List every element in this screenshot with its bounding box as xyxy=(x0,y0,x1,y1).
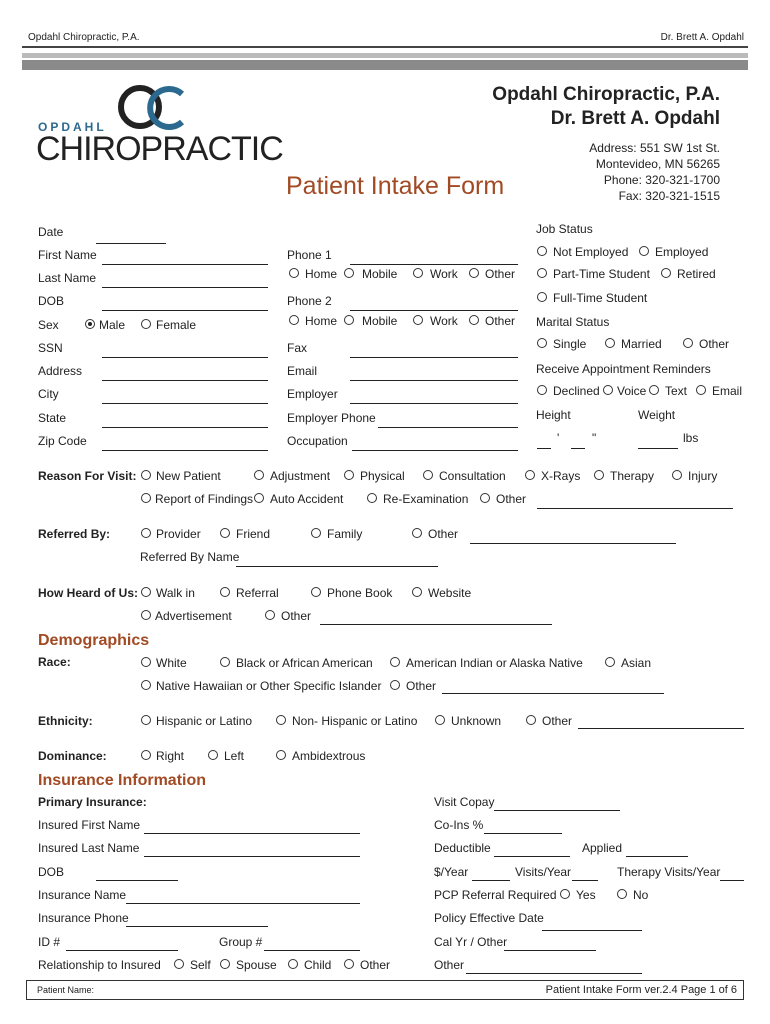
reason-new-patient-radio[interactable] xyxy=(141,470,151,480)
reason-auto-label: Auto Accident xyxy=(270,492,344,506)
ssn-label: SSN xyxy=(38,341,63,355)
address-label: Address xyxy=(38,364,83,378)
reason-auto-radio[interactable] xyxy=(254,493,264,503)
logo-small-text: OPDAHL xyxy=(38,120,107,134)
dominance-ambi-label: Ambidextrous xyxy=(292,749,366,763)
sex-label: Sex xyxy=(38,318,59,332)
marital-status-label: Marital Status xyxy=(536,315,610,329)
insured-last-field[interactable] xyxy=(144,856,360,857)
id-label: ID # xyxy=(38,935,61,949)
inches-mark: " xyxy=(592,431,597,445)
ins-dob-field[interactable] xyxy=(96,880,178,881)
heard-walkin-radio[interactable] xyxy=(141,587,151,597)
insurance-name-label: Insurance Name xyxy=(38,888,127,902)
insurance-phone-label: Insurance Phone xyxy=(38,911,129,925)
dob-field[interactable] xyxy=(102,310,268,311)
heard-ad-radio[interactable] xyxy=(141,610,151,620)
header-rule xyxy=(22,53,748,58)
reason-consultation-radio[interactable] xyxy=(423,470,433,480)
phone2-mobile-radio[interactable] xyxy=(344,315,354,325)
retired-label: Retired xyxy=(677,267,716,281)
referred-family-radio[interactable] xyxy=(311,528,321,538)
heard-other-label: Other xyxy=(281,609,312,623)
reason-other-label: Other xyxy=(496,492,527,506)
sex-male-radio[interactable] xyxy=(85,319,95,329)
race-native-radio[interactable] xyxy=(390,657,400,667)
primary-insurance-label: Primary Insurance: xyxy=(38,795,147,809)
applied-label: Applied xyxy=(582,841,623,855)
employer-phone-label: Employer Phone xyxy=(287,411,376,425)
height-feet-field[interactable] xyxy=(537,448,551,449)
reminder-email-label: Email xyxy=(712,384,743,398)
insured-last-label: Insured Last Name xyxy=(38,841,140,855)
city-field[interactable] xyxy=(102,403,268,404)
married-label: Married xyxy=(621,337,662,351)
dominance-ambi-radio[interactable] xyxy=(276,750,286,760)
reason-reexam-label: Re-Examination xyxy=(383,492,469,506)
relationship-label: Relationship to Insured xyxy=(38,958,161,972)
coins-label: Co-Ins % xyxy=(434,818,484,832)
last-name-label: Last Name xyxy=(38,271,97,285)
copay-field[interactable] xyxy=(494,810,620,811)
phone1-label: Phone 1 xyxy=(287,248,332,262)
relationship-self-radio[interactable] xyxy=(174,959,184,969)
reason-label: Reason For Visit: xyxy=(38,469,137,483)
applied-field[interactable] xyxy=(626,856,688,857)
relationship-other-radio[interactable] xyxy=(344,959,354,969)
referred-other-radio[interactable] xyxy=(412,528,422,538)
employer-field[interactable] xyxy=(350,403,518,404)
employed-radio[interactable] xyxy=(639,246,649,256)
relationship-other-label: Other xyxy=(360,958,391,972)
part-time-label: Part-Time Student xyxy=(553,267,650,281)
phone1-home-radio[interactable] xyxy=(289,268,299,278)
retired-radio[interactable] xyxy=(661,268,671,278)
reason-consultation-label: Consultation xyxy=(439,469,506,483)
phone1-other-radio[interactable] xyxy=(469,268,479,278)
race-asian-label: Asian xyxy=(621,656,652,670)
ssn-field[interactable] xyxy=(102,357,268,358)
page-indicator: Patient Intake Form ver.2.4 Page 1 of 6 xyxy=(545,984,737,996)
referred-name-label: Referred By Name xyxy=(140,550,240,564)
phone1-work-radio[interactable] xyxy=(413,268,423,278)
ethnicity-hispanic-label: Hispanic or Latino xyxy=(156,714,253,728)
state-field[interactable] xyxy=(102,427,268,428)
referred-label: Referred By: xyxy=(38,527,111,541)
pcp-label: PCP Referral Required xyxy=(434,888,557,902)
race-other-radio[interactable] xyxy=(390,680,400,690)
full-time-label: Full-Time Student xyxy=(553,291,648,305)
phone2-field[interactable] xyxy=(350,310,518,311)
sex-female-radio[interactable] xyxy=(141,319,151,329)
insured-first-label: Insured First Name xyxy=(38,818,141,832)
state-label: State xyxy=(38,411,67,425)
height-label: Height xyxy=(536,408,571,422)
heard-referral-radio[interactable] xyxy=(220,587,230,597)
part-time-radio[interactable] xyxy=(537,268,547,278)
fax-label: Fax xyxy=(287,341,308,355)
referred-provider-label: Provider xyxy=(156,527,201,541)
insured-first-field[interactable] xyxy=(144,833,360,834)
email-field[interactable] xyxy=(350,380,518,381)
ethnicity-unknown-label: Unknown xyxy=(451,714,502,728)
ins-other-field[interactable] xyxy=(466,973,642,974)
phone2-mobile-label: Mobile xyxy=(362,314,398,328)
dob-label: DOB xyxy=(38,294,65,308)
calyr-field[interactable] xyxy=(504,950,596,951)
relationship-spouse-radio[interactable] xyxy=(220,959,230,969)
heard-referral-label: Referral xyxy=(236,586,279,600)
heard-label: How Heard of Us: xyxy=(38,586,139,600)
text-radio[interactable] xyxy=(649,385,659,395)
city-label: City xyxy=(38,387,59,401)
race-asian-radio[interactable] xyxy=(605,657,615,667)
ethnicity-other-label: Other xyxy=(542,714,573,728)
declined-label: Declined xyxy=(553,384,600,398)
phone2-work-radio[interactable] xyxy=(413,315,423,325)
single-radio[interactable] xyxy=(537,338,547,348)
date-label: Date xyxy=(38,225,64,239)
not-employed-radio[interactable] xyxy=(537,246,547,256)
employer-phone-field[interactable] xyxy=(378,427,518,428)
referred-friend-label: Friend xyxy=(236,527,271,541)
copay-label: Visit Copay xyxy=(434,795,495,809)
insurance-name-field[interactable] xyxy=(126,903,360,904)
race-label: Race: xyxy=(38,655,71,669)
group-field[interactable] xyxy=(264,950,360,951)
ethnicity-unknown-radio[interactable] xyxy=(435,715,445,725)
insurance-phone-field[interactable] xyxy=(126,926,268,927)
reason-physical-radio[interactable] xyxy=(344,470,354,480)
reason-other-field[interactable] xyxy=(537,508,733,509)
header-left: Opdahl Chiropractic, P.A. xyxy=(28,32,140,43)
voice-radio[interactable] xyxy=(603,385,613,395)
year-label: $/Year xyxy=(434,865,469,879)
reason-other-radio[interactable] xyxy=(480,493,490,503)
therapy-visits-label: Therapy Visits/Year xyxy=(617,865,721,879)
clinic-name: Opdahl Chiropractic, P.A. xyxy=(492,84,720,105)
patient-name-label: Patient Name: xyxy=(37,985,95,995)
reason-injury-label: Injury xyxy=(688,469,718,483)
reason-physical-label: Physical xyxy=(360,469,405,483)
height-inches-field[interactable] xyxy=(571,448,585,449)
relationship-self-label: Self xyxy=(190,958,211,972)
marital-other-label: Other xyxy=(699,337,730,351)
therapy-visits-field[interactable] xyxy=(720,880,744,881)
ethnicity-nonhispanic-label: Non- Hispanic or Latino xyxy=(292,714,418,728)
form-title: Patient Intake Form xyxy=(286,172,505,200)
sex-female-label: Female xyxy=(156,318,197,332)
phone1-mobile-label: Mobile xyxy=(362,267,398,281)
relationship-child-radio[interactable] xyxy=(288,959,298,969)
ethnicity-other-radio[interactable] xyxy=(526,715,536,725)
demographics-heading: Demographics xyxy=(38,632,150,649)
ethnicity-other-field[interactable] xyxy=(578,728,744,729)
visits-label: Visits/Year xyxy=(515,865,572,879)
occupation-field[interactable] xyxy=(352,450,518,451)
ethnicity-hispanic-radio[interactable] xyxy=(141,715,151,725)
dominance-left-label: Left xyxy=(224,749,245,763)
reason-xrays-radio[interactable] xyxy=(525,470,535,480)
declined-radio[interactable] xyxy=(537,385,547,395)
referred-name-field[interactable] xyxy=(236,566,438,567)
id-field[interactable] xyxy=(66,950,178,951)
first-name-field[interactable] xyxy=(102,264,268,265)
deductible-field[interactable] xyxy=(494,856,570,857)
race-black-label: Black or African American xyxy=(236,656,373,670)
ethnicity-nonhispanic-radio[interactable] xyxy=(276,715,286,725)
reason-adjustment-label: Adjustment xyxy=(270,469,331,483)
insurance-heading: Insurance Information xyxy=(38,772,207,789)
first-name-label: First Name xyxy=(38,248,97,262)
voice-label: Voice xyxy=(617,384,647,398)
married-radio[interactable] xyxy=(605,338,615,348)
job-status-label: Job Status xyxy=(536,222,593,236)
footer-bar xyxy=(26,980,744,1000)
reason-injury-radio[interactable] xyxy=(672,470,682,480)
heard-other-radio[interactable] xyxy=(265,610,275,620)
email-label: Email xyxy=(287,364,318,378)
pcp-no-label: No xyxy=(633,888,649,902)
marital-other-radio[interactable] xyxy=(683,338,693,348)
dominance-right-radio[interactable] xyxy=(141,750,151,760)
reason-adjustment-radio[interactable] xyxy=(254,470,264,480)
dominance-right-label: Right xyxy=(156,749,185,763)
header-rule xyxy=(22,46,748,48)
race-other-field[interactable] xyxy=(442,693,664,694)
race-other-label: Other xyxy=(406,679,437,693)
group-label: Group # xyxy=(219,935,263,949)
relationship-spouse-label: Spouse xyxy=(236,958,277,972)
calyr-label: Cal Yr / Other xyxy=(434,935,508,949)
weight-field[interactable] xyxy=(638,448,678,449)
doctor-name: Dr. Brett A. Opdahl xyxy=(550,108,720,129)
phone2-home-label: Home xyxy=(305,314,338,328)
phone2-label: Phone 2 xyxy=(287,294,332,308)
reason-reexam-radio[interactable] xyxy=(367,493,377,503)
oc-logo-mark xyxy=(116,82,188,132)
text-label: Text xyxy=(665,384,688,398)
date-field[interactable] xyxy=(96,243,166,244)
heard-website-radio[interactable] xyxy=(412,587,422,597)
reason-report-label: Report of Findings xyxy=(155,492,254,506)
dominance-left-radio[interactable] xyxy=(208,750,218,760)
phone1-mobile-radio[interactable] xyxy=(344,268,354,278)
heard-phonebook-radio[interactable] xyxy=(311,587,321,597)
phone1-home-label: Home xyxy=(305,267,338,281)
employed-label: Employed xyxy=(655,245,709,259)
clinic-address: Address: 551 SW 1st St. xyxy=(589,141,720,155)
race-white-label: White xyxy=(156,656,187,670)
clinic-city: Montevideo, MN 56265 xyxy=(595,157,720,171)
phone2-other-label: Other xyxy=(485,314,516,328)
policy-field[interactable] xyxy=(542,930,642,931)
pcp-yes-radio[interactable] xyxy=(560,889,570,899)
race-native-label: American Indian or Alaska Native xyxy=(406,656,583,670)
pcp-yes-label: Yes xyxy=(576,888,596,902)
reason-therapy-radio[interactable] xyxy=(594,470,604,480)
ethnicity-label: Ethnicity: xyxy=(38,714,93,728)
referred-other-label: Other xyxy=(428,527,459,541)
referred-other-field[interactable] xyxy=(470,543,676,544)
occupation-label: Occupation xyxy=(287,434,348,448)
phone2-work-label: Work xyxy=(430,314,458,328)
policy-label: Policy Effective Date xyxy=(434,911,544,925)
reminder-email-radio[interactable] xyxy=(696,385,706,395)
referred-friend-radio[interactable] xyxy=(220,528,230,538)
relationship-child-label: Child xyxy=(304,958,332,972)
referred-provider-radio[interactable] xyxy=(141,528,151,538)
deductible-label: Deductible xyxy=(434,841,491,855)
not-employed-label: Not Employed xyxy=(553,245,629,259)
dominance-label: Dominance: xyxy=(38,749,107,763)
pcp-no-radio[interactable] xyxy=(617,889,627,899)
race-hawaiian-radio[interactable] xyxy=(141,680,151,690)
year-field[interactable] xyxy=(472,880,510,881)
reason-new-patient-label: New Patient xyxy=(156,469,221,483)
logo-big-text: CHIROPRACTIC xyxy=(36,130,283,168)
last-name-field[interactable] xyxy=(102,287,268,288)
clinic-fax: Fax: 320-321-1515 xyxy=(618,189,720,203)
clinic-phone: Phone: 320-321-1700 xyxy=(603,173,720,187)
heard-other-field[interactable] xyxy=(320,624,552,625)
address-field[interactable] xyxy=(102,380,268,381)
header-right: Dr. Brett A. Opdahl xyxy=(660,32,744,43)
full-time-radio[interactable] xyxy=(537,292,547,302)
reason-therapy-label: Therapy xyxy=(610,469,655,483)
coins-field[interactable] xyxy=(484,833,562,834)
reason-report-radio[interactable] xyxy=(141,493,151,503)
referred-family-label: Family xyxy=(327,527,363,541)
sex-male-label: Male xyxy=(99,318,126,332)
reminders-label: Receive Appointment Reminders xyxy=(536,362,711,376)
heard-ad-label: Advertisement xyxy=(155,609,232,623)
header-bar xyxy=(22,60,748,70)
reason-xrays-label: X-Rays xyxy=(541,469,581,483)
heard-phonebook-label: Phone Book xyxy=(327,586,393,600)
ins-dob-label: DOB xyxy=(38,865,65,879)
heard-website-label: Website xyxy=(428,586,472,600)
heard-walkin-label: Walk in xyxy=(156,586,195,600)
visits-field[interactable] xyxy=(572,880,598,881)
phone2-other-radio[interactable] xyxy=(469,315,479,325)
ins-other-label: Other xyxy=(434,958,465,972)
single-label: Single xyxy=(553,337,587,351)
feet-mark: ' xyxy=(557,431,560,445)
race-white-radio[interactable] xyxy=(141,657,151,667)
phone1-field[interactable] xyxy=(350,264,518,265)
lbs-label: lbs xyxy=(683,431,699,445)
phone1-work-label: Work xyxy=(430,267,458,281)
fax-field[interactable] xyxy=(350,357,518,358)
phone2-home-radio[interactable] xyxy=(289,315,299,325)
phone1-other-label: Other xyxy=(485,267,516,281)
employer-label: Employer xyxy=(287,387,338,401)
weight-label: Weight xyxy=(638,408,676,422)
race-black-radio[interactable] xyxy=(220,657,230,667)
zip-field[interactable] xyxy=(102,450,268,451)
zip-label: Zip Code xyxy=(38,434,87,448)
race-hawaiian-label: Native Hawaiian or Other Specific Islander xyxy=(156,679,382,693)
